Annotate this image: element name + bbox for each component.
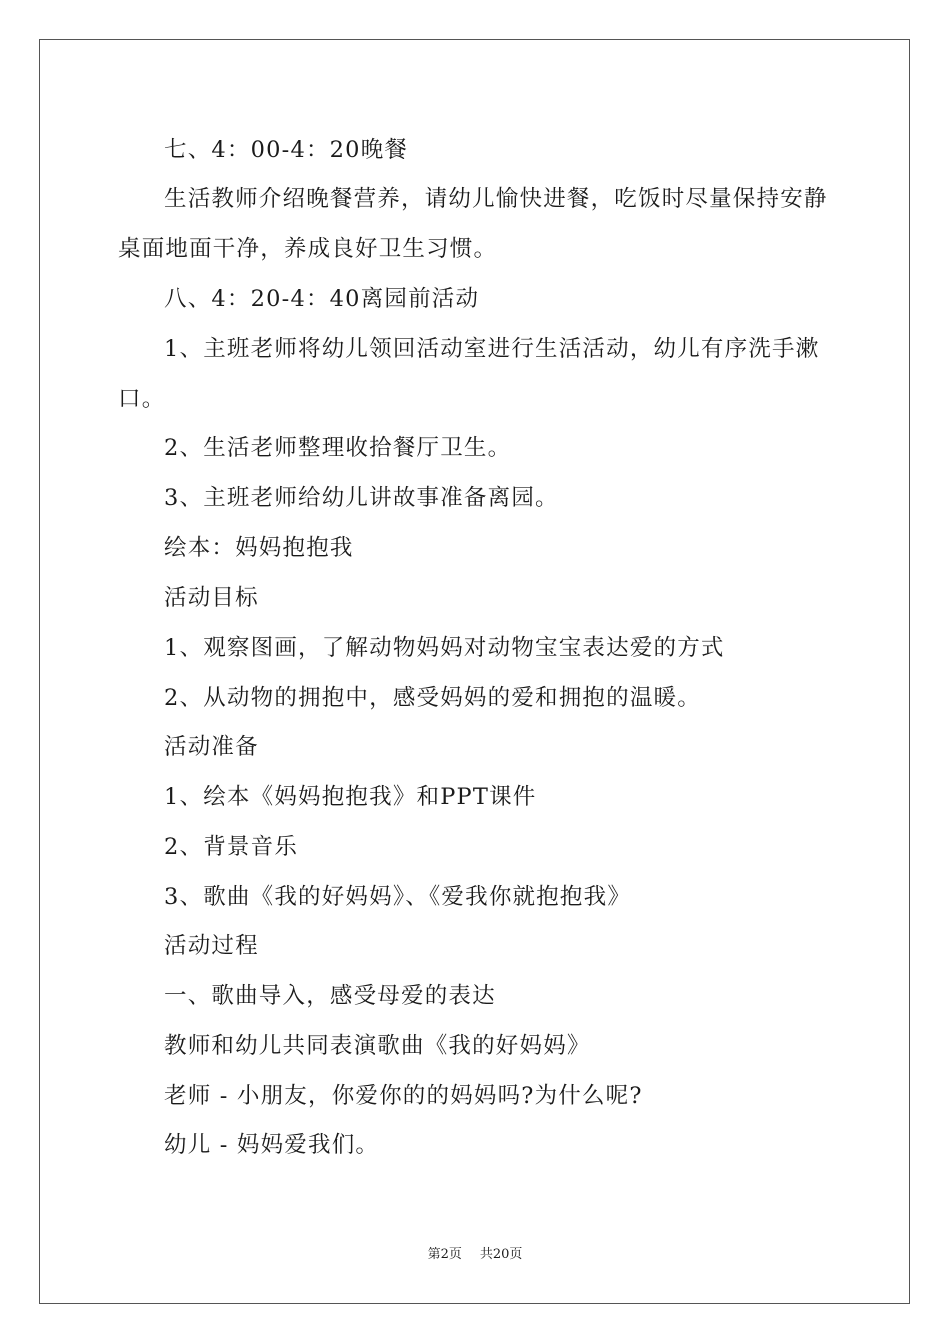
step-heading: 一、歌曲导入，感受母爱的表达 [164, 983, 496, 1009]
list-item: 2、从动物的拥抱中，感受妈妈的爱和拥抱的温暖。 [164, 685, 701, 711]
list-item: 3、主班老师给幼儿讲故事准备离园。 [164, 485, 559, 511]
paragraph: 教师和幼儿共同表演歌曲《我的好妈妈》 [164, 1033, 591, 1059]
list-item: 1、主班老师将幼儿领回活动室进行生活活动，幼儿有序洗手漱 [164, 336, 820, 362]
list-item: 1、观察图画，了解动物妈妈对动物宝宝表达爱的方式 [164, 635, 725, 661]
paragraph: 生活教师介绍晚餐营养，请幼儿愉快进餐，吃饭时尽量保持安静 [164, 186, 828, 212]
subheading-goals: 活动目标 [164, 585, 259, 611]
section-heading-departure: 八、4：20-4：40离园前活动 [164, 286, 480, 312]
page-footer [0, 1246, 950, 1264]
list-item: 1、绘本《妈妈抱抱我》和PPT课件 [164, 784, 537, 810]
section-heading-dinner: 七、4：00-4：20晚餐 [164, 137, 409, 163]
paragraph-continuation: 桌面地面干净，养成良好卫生习惯。 [118, 236, 498, 262]
list-item: 2、生活老师整理收拾餐厅卫生。 [164, 435, 512, 461]
page-total: 共20页 [479, 1247, 523, 1262]
paragraph-continuation: 口。 [118, 386, 166, 412]
dialogue-line: 幼儿 - 妈妈爱我们。 [164, 1132, 380, 1158]
picture-book-title: 绘本：妈妈抱抱我 [164, 535, 354, 561]
page-border [39, 39, 910, 1304]
page-number: 第2页 [427, 1247, 462, 1262]
subheading-preparation: 活动准备 [164, 734, 259, 760]
list-item: 2、背景音乐 [164, 834, 299, 860]
subheading-process: 活动过程 [164, 933, 259, 959]
list-item: 3、歌曲《我的好妈妈》、《爱我你就抱抱我》 [164, 884, 632, 910]
dialogue-line: 老师 - 小朋友，你爱你的的妈妈吗?为什么呢? [164, 1083, 643, 1109]
